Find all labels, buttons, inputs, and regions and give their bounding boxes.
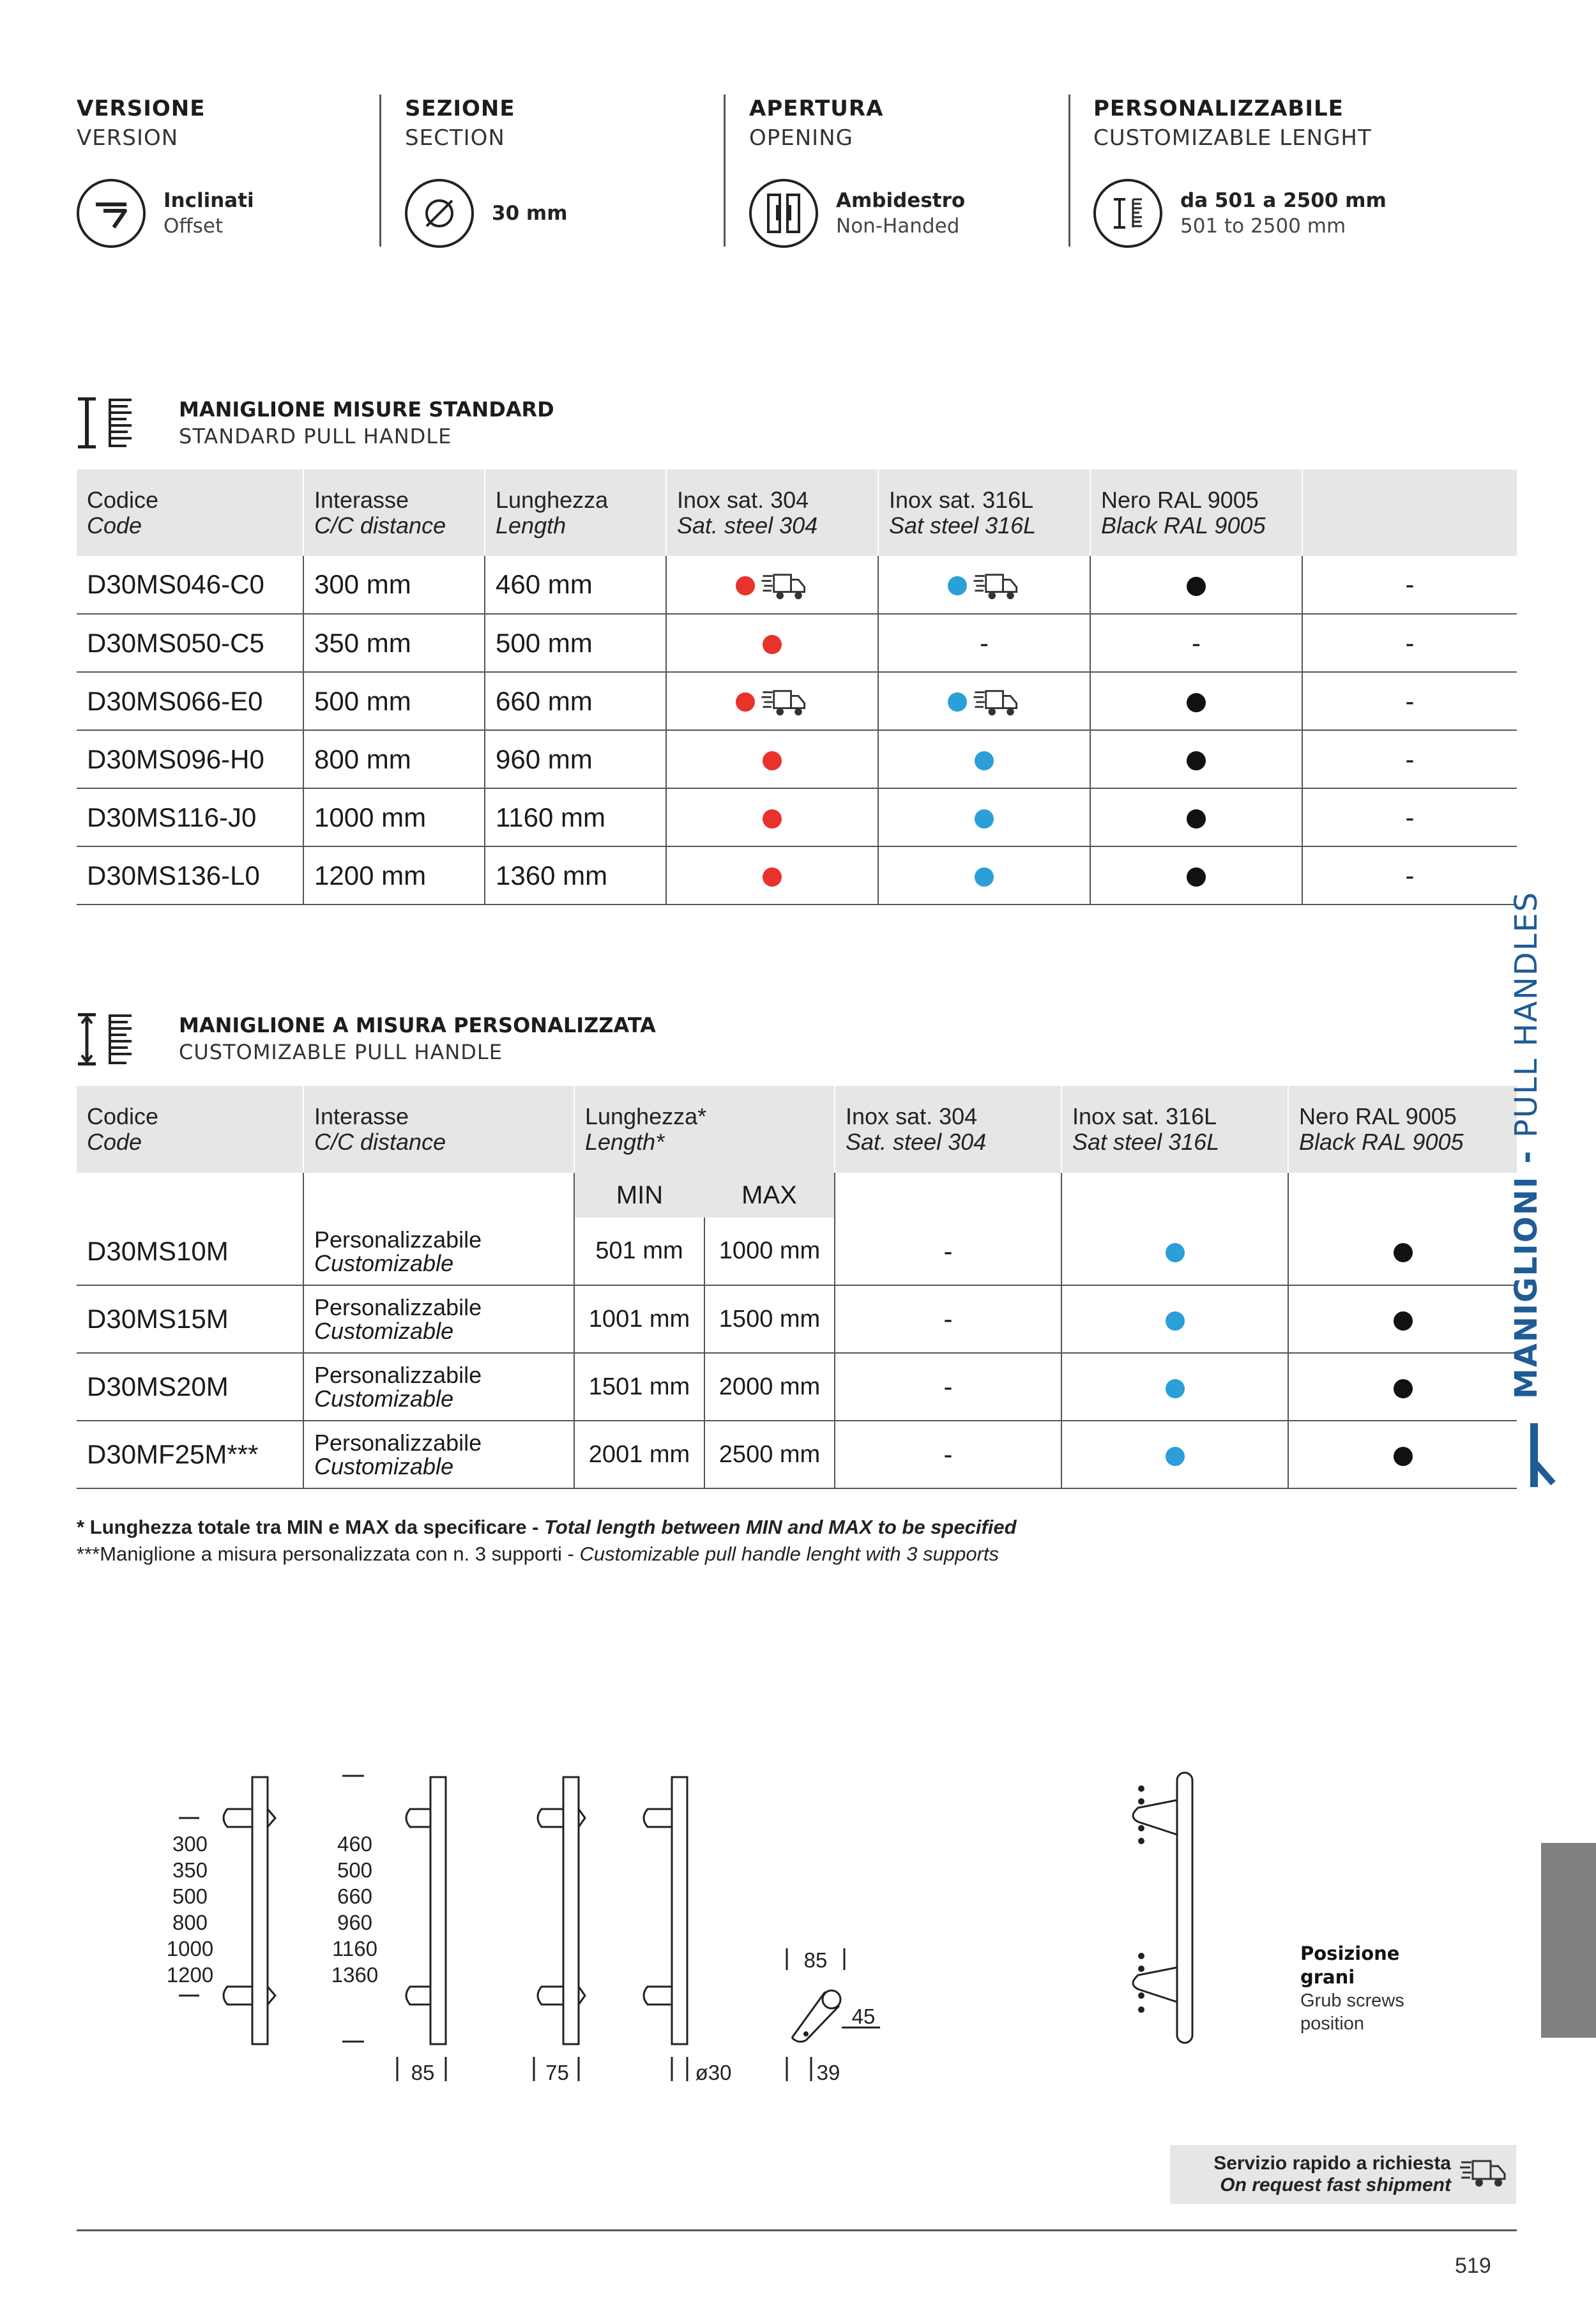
row-black [1090,846,1302,905]
row-last: - [1302,730,1517,788]
grub-screws-label: Posizione grani Grub screws position [1300,1943,1404,2034]
row-304 [666,730,878,788]
row-cc: 350 mm [303,614,485,672]
black-availability-dot [1187,751,1206,770]
header-divider [1068,95,1070,247]
row-black [1090,730,1302,788]
row-length: 500 mm [485,614,666,672]
row-code: D30MS116-J0 [77,788,303,846]
row-cc: Personalizzabile Customizable [303,1285,574,1353]
fast-shipment-en: On request fast shipment [1220,2174,1451,2196]
row-code: D30MS10M [77,1218,303,1285]
black-availability-dot [1394,1311,1413,1331]
row-black [1090,788,1302,846]
note1-en: Total length between MIN and MAX to be specified [544,1516,1017,1538]
row-last: - [1302,846,1517,905]
fast-truck-icon [972,687,1021,717]
red-availability-dot [763,867,782,887]
fast-truck-icon [1460,2157,1507,2192]
row-black [1288,1353,1517,1421]
not-available-dash: - [1192,627,1201,658]
table-row [77,556,1517,614]
row-316 [878,672,1090,730]
row-cc: Personalizzabile Customizable [303,1353,574,1421]
max-label: MAX [704,1173,835,1218]
row-black [1288,1285,1517,1353]
dim-75: 75 [545,2061,569,2084]
note2-en: Customizable pull handle lenght with 3 supports [579,1543,999,1565]
version-title: VERSIONE [77,96,206,121]
col-empty [1302,470,1517,556]
row-black [1090,556,1302,614]
row-cc: 300 mm [303,556,485,614]
version-value: Inclinati [163,189,254,212]
black-availability-dot [1394,1379,1413,1398]
row-min: 1001 mm [574,1285,704,1353]
row-last: - [1302,614,1517,672]
dimension-value: 300 [172,1832,208,1856]
blue-availability-dot [948,692,967,712]
black-availability-dot [1187,867,1206,887]
col-316: Inox sat. 316L Sat steel 316L [878,470,1090,556]
section-subtitle: SECTION [405,125,505,151]
page-number: 519 [1455,2254,1491,2278]
red-availability-dot [736,692,755,712]
dimension-value: 500 [172,1884,208,1908]
col-cc: Interasse C/C distance [303,470,485,556]
row-316 [1061,1353,1288,1421]
min-label: MIN [574,1173,704,1218]
header-opening [749,96,1056,249]
fast-truck-icon [760,687,809,717]
black-availability-dot [1187,809,1206,829]
row-304 [835,1285,1061,1353]
row-last: - [1302,788,1517,846]
cc-dimension-list [160,1831,220,1988]
row-min: 2001 mm [574,1421,704,1488]
section-value: 30 mm [492,202,568,225]
row-316 [878,730,1090,788]
black-availability-dot [1394,1243,1413,1262]
header-divider [379,95,381,247]
row-min: 1501 mm [574,1353,704,1421]
footer-rule [77,2229,1517,2231]
dim-45: 45 [851,2005,876,2028]
dimension-value: 460 [337,1832,373,1856]
black-availability-dot [1394,1447,1413,1466]
custom-value: da 501 a 2500 mm [1180,189,1387,212]
col-code: Codice Code [77,470,303,556]
row-316 [878,846,1090,905]
row-last: - [1302,672,1517,730]
diameter-icon [405,179,474,248]
header-custom [1093,96,1528,249]
fast-truck-icon [972,571,1021,600]
row-cc: 1000 mm [303,788,485,846]
blue-availability-dot [975,867,994,887]
row-length: 460 mm [485,556,666,614]
custom-table-subtitle: CUSTOMIZABLE PULL HANDLE [179,1040,503,1064]
black-availability-dot [1187,577,1206,596]
version-subtitle: VERSION [77,125,179,151]
dimension-value: 800 [172,1911,208,1934]
dimension-value: 500 [337,1858,373,1882]
row-316 [878,788,1090,846]
ccol-black: Nero RAL 9005 Black RAL 9005 [1288,1086,1517,1173]
footnotes [77,1514,1017,1568]
row-304 [666,556,878,614]
red-availability-dot [763,809,782,829]
not-available-dash: - [943,1371,953,1402]
table-row [77,1218,1517,1285]
header-divider [724,95,726,247]
length-icon [1093,179,1162,248]
custom-title: PERSONALIZZABILE [1093,96,1344,121]
note2-it: ***Maniglione a misura personalizzata con n. 3 supporti - [77,1543,580,1565]
row-max: 2500 mm [704,1421,835,1488]
row-code: D30MS046-C0 [77,556,303,614]
row-code: D30MS050-C5 [77,614,303,672]
row-cc: 500 mm [303,672,485,730]
ccol-code: Codice Code [77,1086,303,1173]
ccol-cc: Interasse C/C distance [303,1086,574,1173]
black-availability-dot [1187,693,1206,712]
red-availability-dot [736,576,755,595]
row-304 [666,614,878,672]
row-304 [666,846,878,905]
table-row [77,846,1517,905]
not-available-dash: - [943,1439,953,1469]
row-black [1090,672,1302,730]
row-316 [878,556,1090,614]
row-code: D30MS066-E0 [77,672,303,730]
row-length: 1360 mm [485,846,666,905]
fast-shipment-it: Servizio rapido a richiesta [1213,2153,1451,2174]
row-min: 501 mm [574,1218,704,1285]
col-length: Lunghezza Length [485,470,666,556]
row-304 [835,1353,1061,1421]
row-black [1090,614,1302,672]
side-handle-icon [1530,1423,1556,1490]
custom-value-en: 501 to 2500 mm [1180,215,1346,238]
offset-handle-icon [77,179,146,248]
custom-subtitle: CUSTOMIZABLE LENGHT [1093,125,1372,151]
row-304 [835,1421,1061,1488]
row-max: 1000 mm [704,1218,835,1285]
row-code: D30MS15M [77,1285,303,1353]
row-length: 960 mm [485,730,666,788]
opening-value: Ambidestro [836,189,966,212]
dimension-value: 1360 [331,1963,379,1987]
side-gray-tab [1541,1843,1596,2038]
dimension-value: 1200 [166,1963,214,1987]
dimension-value: 1160 [332,1937,377,1960]
version-value-en: Offset [163,215,224,238]
opening-value-en: Non-Handed [836,215,960,238]
blue-availability-dot [1166,1311,1185,1331]
row-cc: 800 mm [303,730,485,788]
row-cc: Personalizzabile Customizable [303,1218,574,1285]
dimension-value: 960 [337,1911,373,1934]
dimension-value: 350 [172,1858,208,1882]
red-availability-dot [763,635,782,654]
table-row [77,672,1517,730]
row-black [1288,1421,1517,1488]
fast-truck-icon [760,571,809,600]
row-code: D30MF25M*** [77,1421,303,1488]
standard-title: MANIGLIONE MISURE STANDARD [179,397,554,422]
ccol-316: Inox sat. 316L Sat steel 316L [1061,1086,1288,1173]
row-304 [666,788,878,846]
ccol-304: Inox sat. 304 Sat. steel 304 [835,1086,1061,1173]
col-black: Nero RAL 9005 Black RAL 9005 [1090,470,1302,556]
blue-availability-dot [1166,1243,1185,1262]
standard-subtitle: STANDARD PULL HANDLE [179,424,452,448]
standard-table [77,470,1517,905]
table-row [77,614,1517,672]
row-code: D30MS20M [77,1353,303,1421]
opening-title: APERTURA [749,96,884,121]
row-304 [835,1218,1061,1285]
opening-subtitle: OPENING [749,125,853,151]
row-304 [666,672,878,730]
section-title: SEZIONE [405,96,515,121]
blue-availability-dot [1166,1447,1185,1466]
fast-shipment-legend [1170,2145,1516,2204]
row-316 [1061,1218,1288,1285]
blue-availability-dot [1166,1379,1185,1398]
blue-availability-dot [975,751,994,770]
note1-it: * Lunghezza totale tra MIN e MAX da specificare - [77,1516,545,1538]
table-row [77,730,1517,788]
row-316 [1061,1421,1288,1488]
table-row [77,1421,1517,1488]
row-316 [1061,1285,1288,1353]
ccol-length: Lunghezza* Length* [574,1086,835,1173]
dim-39: 39 [816,2061,840,2084]
blue-availability-dot [948,576,967,595]
side-category-label: MANIGLIONI - PULL HANDLES [1509,890,1544,1399]
row-length: 1160 mm [485,788,666,846]
row-code: D30MS096-H0 [77,730,303,788]
not-available-dash: - [943,1235,953,1266]
dim-diameter-30: ø30 [695,2061,732,2084]
col-304: Inox sat. 304 Sat. steel 304 [666,470,878,556]
row-last: - [1302,556,1517,614]
dim-85: 85 [411,2061,435,2084]
row-max: 1500 mm [704,1285,835,1353]
not-available-dash: - [943,1304,953,1334]
table-row [77,1285,1517,1353]
header-version [77,96,370,249]
length-dimension-list [324,1831,385,1988]
dimension-value: 660 [337,1884,373,1908]
dim-85-section: 85 [803,1948,828,1972]
row-max: 2000 mm [704,1353,835,1421]
table-row [77,788,1517,846]
row-black [1288,1218,1517,1285]
custom-length-icon [77,1013,134,1069]
row-cc: Personalizzabile Customizable [303,1421,574,1488]
row-316 [878,614,1090,672]
header-section [405,96,711,249]
row-length: 660 mm [485,672,666,730]
double-door-icon [749,179,818,248]
not-available-dash: - [980,627,989,658]
custom-table-title: MANIGLIONE A MISURA PERSONALIZZATA [179,1013,656,1037]
custom-table [77,1086,1517,1489]
red-availability-dot [763,751,782,770]
table-row [77,1353,1517,1421]
row-cc: 1200 mm [303,846,485,905]
row-code: D30MS136-L0 [77,846,303,905]
blue-availability-dot [975,809,994,829]
dimension-value: 1000 [166,1937,214,1960]
standard-length-icon [77,397,134,452]
